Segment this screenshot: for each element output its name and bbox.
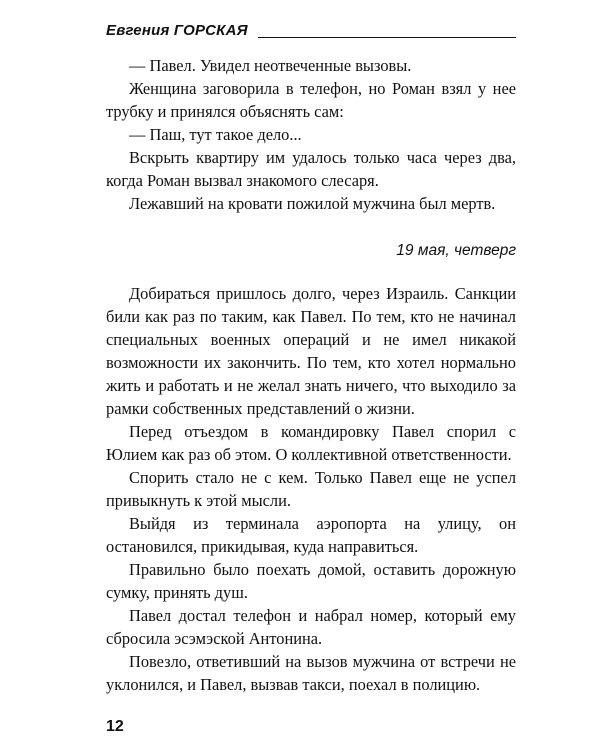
paragraph: Выйдя из терминала аэропорта на улицу, он остановился, прикидывая, куда направиться. — [106, 514, 516, 556]
paragraph: Павел достал телефон и набрал номер, который ему сбросила эсэмэской Антонина. — [106, 606, 516, 648]
paragraph: Повезло, ответивший на вызов мужчина от встречи не уклонился, и Павел, вызвав такси, поехал в полицию. — [106, 652, 516, 694]
paragraph: — Паш, тут такое дело... — [129, 125, 302, 144]
text-block-top — [106, 54, 516, 215]
paragraph: Добираться пришлось долго, через Израиль. Санкции били как раз по таким, как Павел. По тем, кто не начинал специальных военных операций и не имел никакой возможности их закончить. По тем, кто хотел нормально жить и работать и не желал знать ничего, что выходило за рамки собственных представлений о жизни. — [106, 284, 516, 418]
paragraph: Лежавший на кровати пожилой мужчина был мертв. — [129, 194, 496, 213]
header-rule — [258, 37, 516, 38]
page-number: 12 — [106, 718, 124, 735]
paragraph: Правильно было поехать домой, оставить дорожную сумку, принять душ. — [106, 560, 516, 602]
text-block-bottom — [106, 282, 516, 696]
paragraph: Спорить стало не с кем. Только Павел еще не успел привыкнуть к этой мысли. — [106, 468, 516, 510]
running-head: Евгения ГОРСКАЯ — [106, 22, 248, 39]
paragraph: Женщина заговорила в телефон, но Роман взял у нее трубку и принялся объяснять сам: — [106, 79, 516, 121]
paragraph: Перед отъездом в командировку Павел спорил с Юлием как раз об этом. О коллективной ответственности. — [106, 422, 516, 464]
paragraph: — Павел. Увидел неотвеченные вызовы. — [129, 56, 412, 75]
date-heading: 19 мая, четверг — [396, 242, 516, 259]
paragraph: Вскрыть квартиру им удалось только часа через два, когда Роман вызвал знакомого слесаря. — [106, 148, 516, 190]
